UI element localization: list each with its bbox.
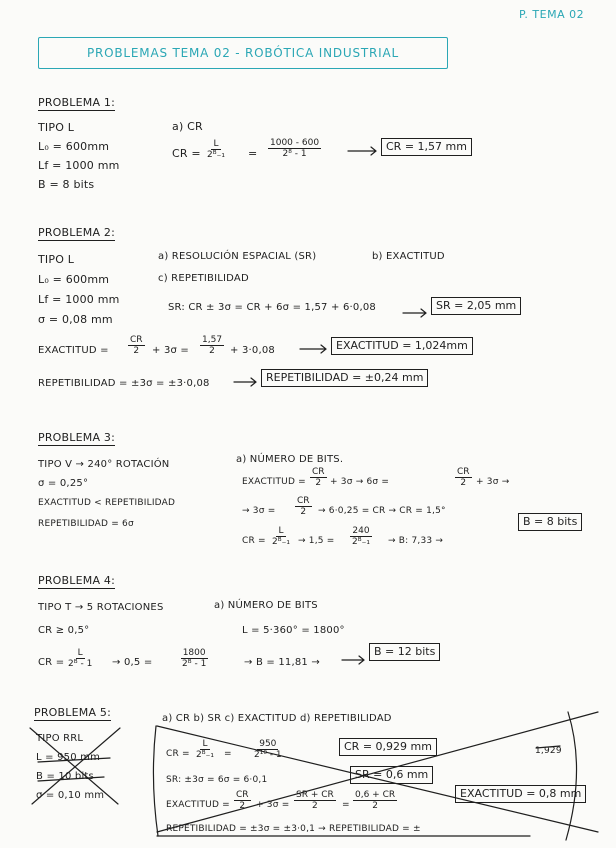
boxed-result: CR = 1,57 mm (381, 138, 472, 156)
denominator: 2ᴮ - 1 (182, 659, 207, 669)
given-line: L₀ = 600mm (38, 140, 110, 153)
arrow-icon (234, 378, 256, 386)
given-line: L = 950 mm (36, 752, 101, 763)
problem-5-heading: PROBLEMA 5: (34, 706, 111, 719)
denominator: 2 (239, 801, 246, 811)
given-line: TIPO L (38, 253, 75, 266)
numerator: L (202, 739, 208, 749)
equation-text: L = 5·360° = 1800° (242, 625, 345, 636)
equation-text: → 1,5 = (298, 536, 335, 546)
denominator: 2ᴮ - 1 (68, 659, 93, 669)
problem-3-heading: PROBLEMA 3: (38, 431, 115, 444)
page-tag: P. TEMA 02 (519, 8, 585, 21)
given-line: σ = 0,08 mm (38, 313, 113, 326)
margin-note: 1,929 (535, 746, 562, 756)
cross-out-stroke (157, 712, 598, 832)
numerator: 240 (352, 526, 370, 536)
part-label: a) NÚMERO DE BITS (214, 600, 318, 611)
denominator: 2ᴮ₋₁ (352, 537, 370, 547)
given-line: σ = 0,25° (38, 478, 89, 489)
given-line: Lf = 1000 mm (38, 293, 120, 306)
part-label: a) CR b) SR c) EXACTITUD d) REPETIBILIDAD (162, 713, 392, 724)
cross-out-stroke (157, 726, 598, 832)
equation-text: → B: 7,33 → (388, 536, 444, 546)
boxed-result: B = 12 bits (369, 643, 440, 661)
equation-text: = (248, 147, 258, 160)
denominator: 2ᴮ₋₁ (196, 750, 214, 760)
given-line: TIPO V → 240° ROTACIÓN (38, 459, 170, 470)
boxed-result: EXACTITUD = 0,8 mm (455, 785, 586, 803)
given-line: Lf = 1000 mm (38, 159, 120, 172)
denominator: 2 (133, 346, 140, 356)
denominator: 2 (460, 478, 467, 488)
arrow-icon (403, 309, 426, 317)
given-line: EXACTITUD < REPETIBILIDAD (38, 498, 176, 508)
given-line: B = 10 bits (36, 771, 94, 782)
denominator: 2 (372, 801, 378, 811)
denominator: 2 (209, 346, 215, 356)
numerator: L (213, 139, 219, 149)
equation-text: → B = 11,81 → (244, 657, 320, 668)
numerator: L (77, 648, 83, 658)
equation-text: EXACTITUD = (242, 477, 306, 487)
equation-text: + 3·0,08 (230, 345, 275, 356)
problem-2-heading: PROBLEMA 2: (38, 226, 115, 239)
given-line: L₀ = 600mm (38, 273, 110, 286)
cross-out-stroke (30, 728, 118, 804)
given-line: TIPO RRL (36, 733, 84, 744)
denominator: 2 (315, 478, 322, 488)
numerator: CR (236, 790, 249, 800)
equation-text: REPETIBILIDAD = ±3σ = ±3·0,08 (38, 378, 210, 389)
cross-out-stroke (32, 728, 120, 804)
numerator: CR (130, 335, 143, 345)
bracket-stroke (566, 712, 577, 840)
denominator: 2ᴮ₋₁ (272, 537, 290, 547)
problem-1-heading: PROBLEMA 1: (38, 96, 115, 109)
denominator: 2ᴮ₋₁ (207, 150, 225, 160)
equation-text: + 3σ = (256, 800, 290, 810)
equation-text: SR: ±3σ = 6σ = 6·0,1 (166, 775, 268, 785)
denominator: 2 (312, 801, 318, 811)
arrow-icon (348, 147, 376, 155)
arrow-icon (342, 656, 364, 664)
cross-out-stroke (38, 758, 110, 762)
numerator: 1800 (182, 648, 206, 658)
equation-text: SR: CR ± 3σ = CR + 6σ = 1,57 + 6·0,08 (168, 302, 376, 313)
equation-text: + 3σ → (476, 477, 510, 487)
part-label: a) NÚMERO DE BITS. (236, 454, 344, 465)
cross-out-stroke (38, 777, 104, 781)
given-line: REPETIBILIDAD = 6σ (38, 519, 134, 529)
arrow-icon (300, 345, 326, 353)
equation-text: + 3σ → 6σ = (330, 477, 390, 487)
given-line: TIPO T → 5 ROTACIONES (38, 602, 164, 613)
numerator: CR (297, 496, 310, 506)
numerator: CR (312, 467, 325, 477)
given-line: B = 8 bits (38, 178, 95, 191)
boxed-result: EXACTITUD = 1,024mm (331, 337, 473, 355)
equation-text: CR = (166, 749, 190, 759)
denominator: 2⁸ - 1 (282, 149, 307, 159)
equation-text: CR = (172, 147, 201, 160)
cross-out-stroke (536, 746, 560, 748)
bracket-stroke (153, 726, 158, 836)
part-label: a) CR (172, 120, 203, 133)
numerator: 0,6 + CR (355, 790, 396, 800)
numerator: SR + CR (296, 790, 334, 800)
equation-text: EXACTITUD = (38, 345, 109, 356)
part-label: c) REPETIBILIDAD (158, 273, 249, 284)
given-line: σ = 0,10 mm (36, 790, 105, 801)
equation-text: → 3σ = (242, 506, 276, 516)
boxed-result: SR = 2,05 mm (431, 297, 521, 315)
page-title: PROBLEMAS TEMA 02 - ROBÓTICA INDUSTRIAL (38, 37, 448, 69)
equation-text: → 0,5 = (112, 657, 153, 668)
equation-text: CR = (38, 657, 65, 668)
boxed-result: CR = 0,929 mm (339, 738, 437, 756)
problem-4-heading: PROBLEMA 4: (38, 574, 115, 587)
equation-text: CR = (242, 536, 266, 546)
numerator: L (278, 526, 284, 536)
equation-text: EXACTITUD = (166, 800, 230, 810)
given-line: CR ≥ 0,5° (38, 625, 90, 636)
denominator: 2 (300, 507, 307, 517)
given-line: TIPO L (38, 121, 75, 134)
equation-text: = (342, 800, 350, 810)
boxed-result: B = 8 bits (518, 513, 582, 531)
part-label: b) EXACTITUD (372, 251, 445, 262)
equation-text: → 6·0,25 = CR → CR = 1,5° (318, 506, 446, 516)
numerator: CR (457, 467, 470, 477)
equation-text: REPETIBILIDAD = ±3σ = ±3·0,1 → REPETIBILIDAD = ± (166, 824, 421, 834)
boxed-result: REPETIBILIDAD = ±0,24 mm (261, 369, 428, 387)
numerator: 1000 - 600 (270, 138, 320, 148)
denominator: 2¹⁰ - 1 (254, 750, 282, 760)
part-label: a) RESOLUCIÓN ESPACIAL (SR) (158, 251, 317, 262)
equation-text: = (224, 749, 232, 759)
boxed-result: SR = 0,6 mm (350, 766, 433, 784)
numerator: 1,57 (202, 335, 223, 345)
equation-text: + 3σ = (152, 345, 190, 356)
numerator: 950 (259, 739, 277, 749)
